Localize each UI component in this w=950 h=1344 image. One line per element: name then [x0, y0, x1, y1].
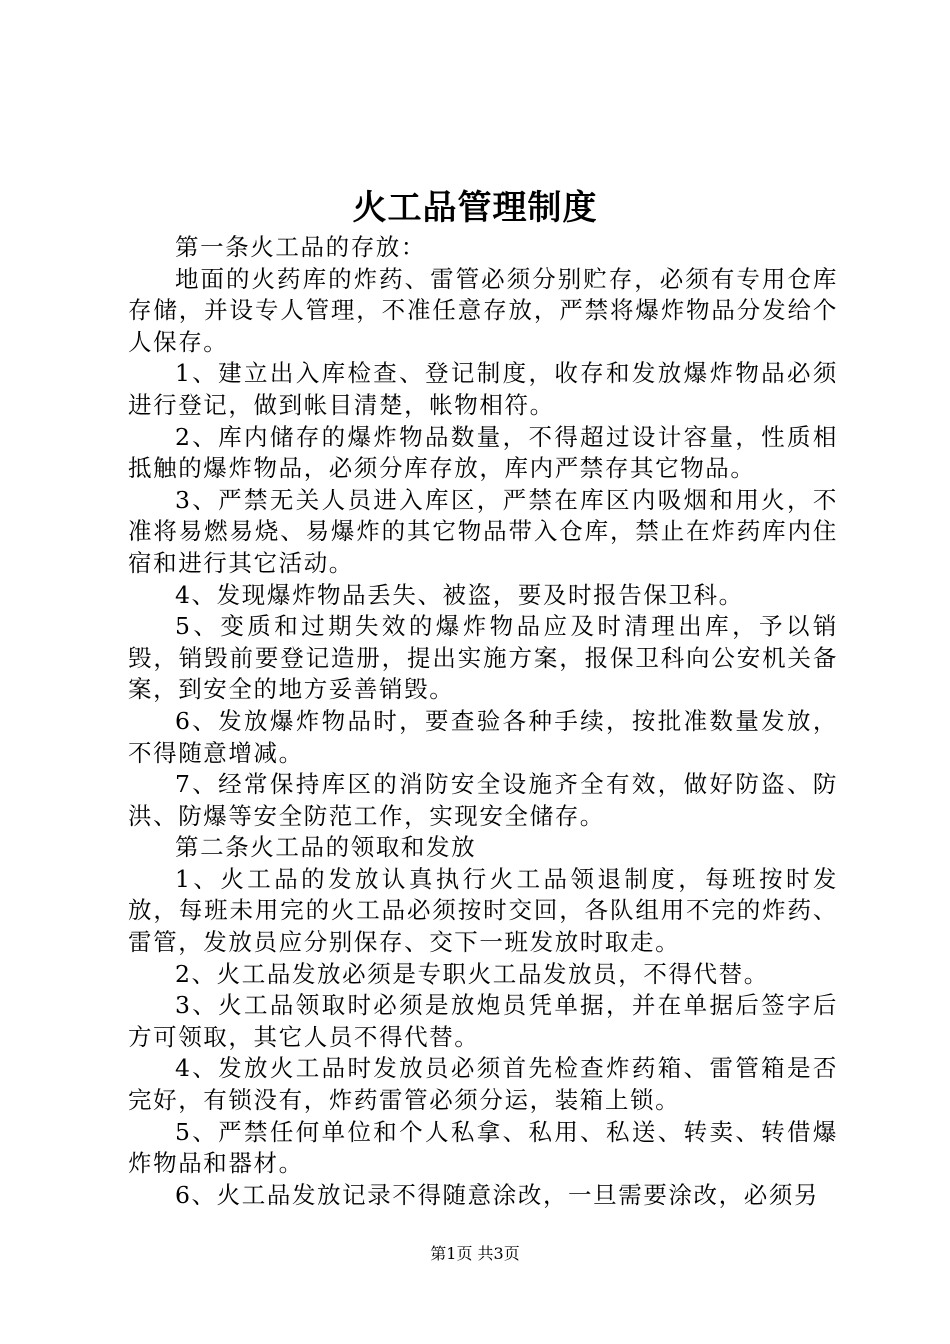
paragraph: 1、建立出入库检查、登记制度，收存和发放爆炸物品必须进行登记，做到帐目清楚，帐物相符。	[128, 359, 838, 419]
paragraph: 4、发放火工品时发放员必须首先检查炸药箱、雷管箱是否完好，有锁没有，炸药雷管必须分运，装箱上锁。	[128, 1054, 838, 1115]
document-title: 火工品管理制度	[352, 188, 598, 228]
paragraph: 5、严禁任何单位和个人私拿、私用、私送、转卖、转借爆炸物品和器材。	[128, 1117, 838, 1178]
paragraph: 地面的火药库的炸药、雷管必须分别贮存，必须有专用仓库存储，并设专人管理，不准任意存放，严禁将爆炸物品分发给个人保存。	[128, 264, 838, 356]
paragraph: 6、发放爆炸物品时，要查验各种手续，按批准数量发放，不得随意增减。	[128, 706, 838, 767]
paragraph: 7、经常保持库区的消防安全设施齐全有效，做好防盗、防洪、防爆等安全防范工作，实现安全储存。	[128, 770, 838, 830]
paragraph: 第一条火工品的存放：	[175, 233, 426, 261]
paragraph: 1、火工品的发放认真执行火工品领退制度，每班按时发放，每班未用完的火工品必须按时交回，各队组用不完的炸药、雷管，发放员应分别保存、交下一班发放时取走。	[128, 864, 838, 957]
page-number-footer: 第1页 共3页	[430, 1244, 520, 1263]
paragraph: 第二条火工品的领取和发放	[175, 833, 477, 862]
paragraph: 6、火工品发放记录不得随意涂改，一旦需要涂改，必须另	[175, 1180, 820, 1209]
paragraph: 3、严禁无关人员进入库区，严禁在库区内吸烟和用火，不准将易燃易烧、易爆炸的其它物品带入仓库，禁止在炸药库内住宿和进行其它活动。	[128, 485, 838, 577]
paragraph: 2、火工品发放必须是专职火工品发放员，不得代替。	[175, 959, 769, 988]
paragraph: 5、变质和过期失效的爆炸物品应及时清理出库，予以销毁，销毁前要登记造册，提出实施方案，报保卫科向公安机关备案，到安全的地方妥善销毁。	[128, 612, 838, 704]
document-body	[128, 232, 838, 1211]
paragraph: 4、发现爆炸物品丢失、被盗，要及时报告保卫科。	[175, 580, 744, 609]
paragraph: 3、火工品领取时必须是放炮员凭单据，并在单据后签字后方可领取，其它人员不得代替。	[128, 991, 838, 1051]
paragraph: 2、库内储存的爆炸物品数量，不得超过设计容量，性质相抵触的爆炸物品，必须分库存放，库内严禁存其它物品。	[128, 422, 838, 483]
